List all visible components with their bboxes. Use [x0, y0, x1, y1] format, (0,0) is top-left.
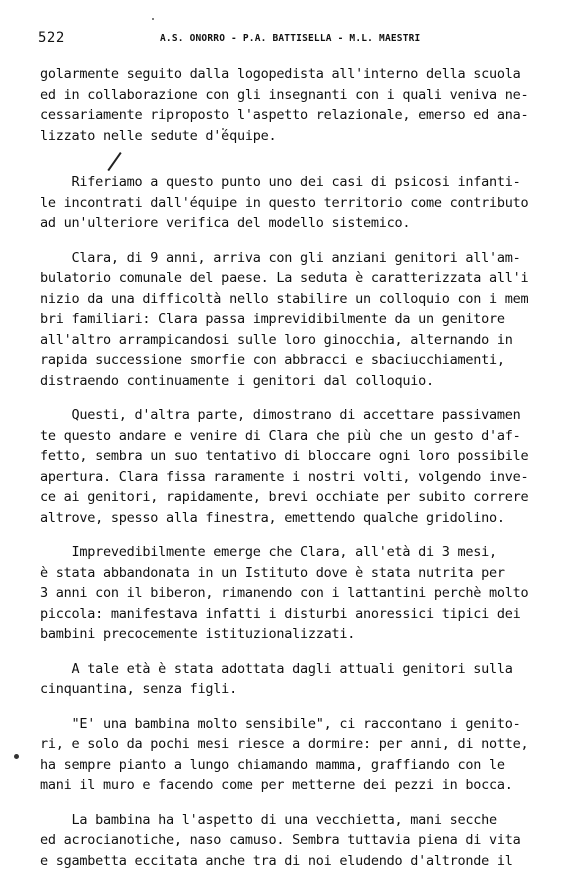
text-line: ha sempre pianto a lungo chiamando mamma, graffiando con le [40, 755, 570, 776]
text-line: lizzato nelle sedute d'équipe. [40, 126, 570, 147]
text-line: Imprevedibilmente emerge che Clara, all'età di 3 mesi, [40, 542, 570, 563]
text-line: 3 anni con il biberon, rimanendo con i lattantini perchè molto [40, 583, 570, 604]
text-line: Riferiamo a questo punto uno dei casi di psicosi infanti- [40, 172, 570, 193]
paragraph [40, 542, 570, 645]
text-line: bulatorio comunale del paese. La seduta è caratterizzata all'i [40, 268, 570, 289]
text-line: altrove, spesso alla finestra, emettendo qualche gridolino. [40, 508, 570, 529]
text-line: all'altro arrampicandosi sulle loro ginocchia, alternando in [40, 330, 570, 351]
paragraph [40, 172, 570, 234]
text-line: le incontrati dall'équipe in questo territorio come contributo [40, 193, 570, 214]
text-line: ed in collaborazione con gli insegnanti con i quali veniva ne- [40, 85, 570, 106]
text-line: ce ai genitori, rapidamente, brevi occhiate per subito correre [40, 487, 570, 508]
page-header [38, 30, 558, 50]
text-line: ad un'ulteriore verifica del modello sistemico. [40, 213, 570, 234]
text-line: bambini precocemente istituzionalizzati. [40, 624, 570, 645]
page-number: 522 [38, 30, 65, 46]
text-line: "E' una bambina molto sensibile", ci raccontano i genito- [40, 714, 570, 735]
text-line: distraendo continuamente i genitori dal colloquio. [40, 371, 570, 392]
text-line: mani il muro e facendo come per metterne dei pezzi in bocca. [40, 775, 570, 796]
text-line: nizio da una difficoltà nello stabilire un colloquio con i mem [40, 289, 570, 310]
text-line: golarmente seguito dalla logopedista all'interno della scuola [40, 64, 570, 85]
margin-dot [14, 754, 19, 759]
text-line: La bambina ha l'aspetto di una vecchietta, mani secche [40, 810, 570, 831]
text-line: cessariamente riproposto l'aspetto relazionale, emerso ed ana- [40, 105, 570, 126]
text-line: e sgambetta eccitata anche tra di noi eludendo d'altronde il [40, 851, 570, 871]
paragraph [40, 405, 570, 528]
scan-speck [152, 18, 154, 20]
paragraph [40, 659, 570, 700]
text-line: fetto, sembra un suo tentativo di bloccare ogni loro possibile [40, 446, 570, 467]
text-line: ri, e solo da pochi mesi riesce a dormire: per anni, di notte, [40, 734, 570, 755]
text-line: bri familiari: Clara passa imprevidibilmente da un genitore [40, 309, 570, 330]
body-text [40, 64, 570, 871]
text-line: piccola: manifestava infatti i disturbi anoressici tipici dei [40, 604, 570, 625]
text-line: ed acrocianotiche, naso camuso. Sembra tuttavia piena di vita [40, 830, 570, 851]
paragraph [40, 714, 570, 796]
text-line: è stata abbandonata in un Istituto dove è stata nutrita per [40, 563, 570, 584]
paragraph [40, 64, 570, 146]
text-line: Questi, d'altra parte, dimostrano di accettare passivamen [40, 405, 570, 426]
text-line: Clara, di 9 anni, arriva con gli anziani genitori all'am- [40, 248, 570, 269]
paragraph [40, 810, 570, 871]
running-head: A.S. ONORRO - P.A. BATTISELLA - M.L. MAESTRI [160, 33, 420, 44]
text-line: cinquantina, senza figli. [40, 679, 570, 700]
text-line: A tale età è stata adottata dagli attuali genitori sulla [40, 659, 570, 680]
paragraph [40, 248, 570, 392]
text-line: rapida successione smorfie con abbracci e sbaciucchiamenti, [40, 350, 570, 371]
text-line: apertura. Clara fissa raramente i nostri volti, volgendo inve- [40, 467, 570, 488]
text-line: te questo andare e venire di Clara che più che un gesto d'af- [40, 426, 570, 447]
